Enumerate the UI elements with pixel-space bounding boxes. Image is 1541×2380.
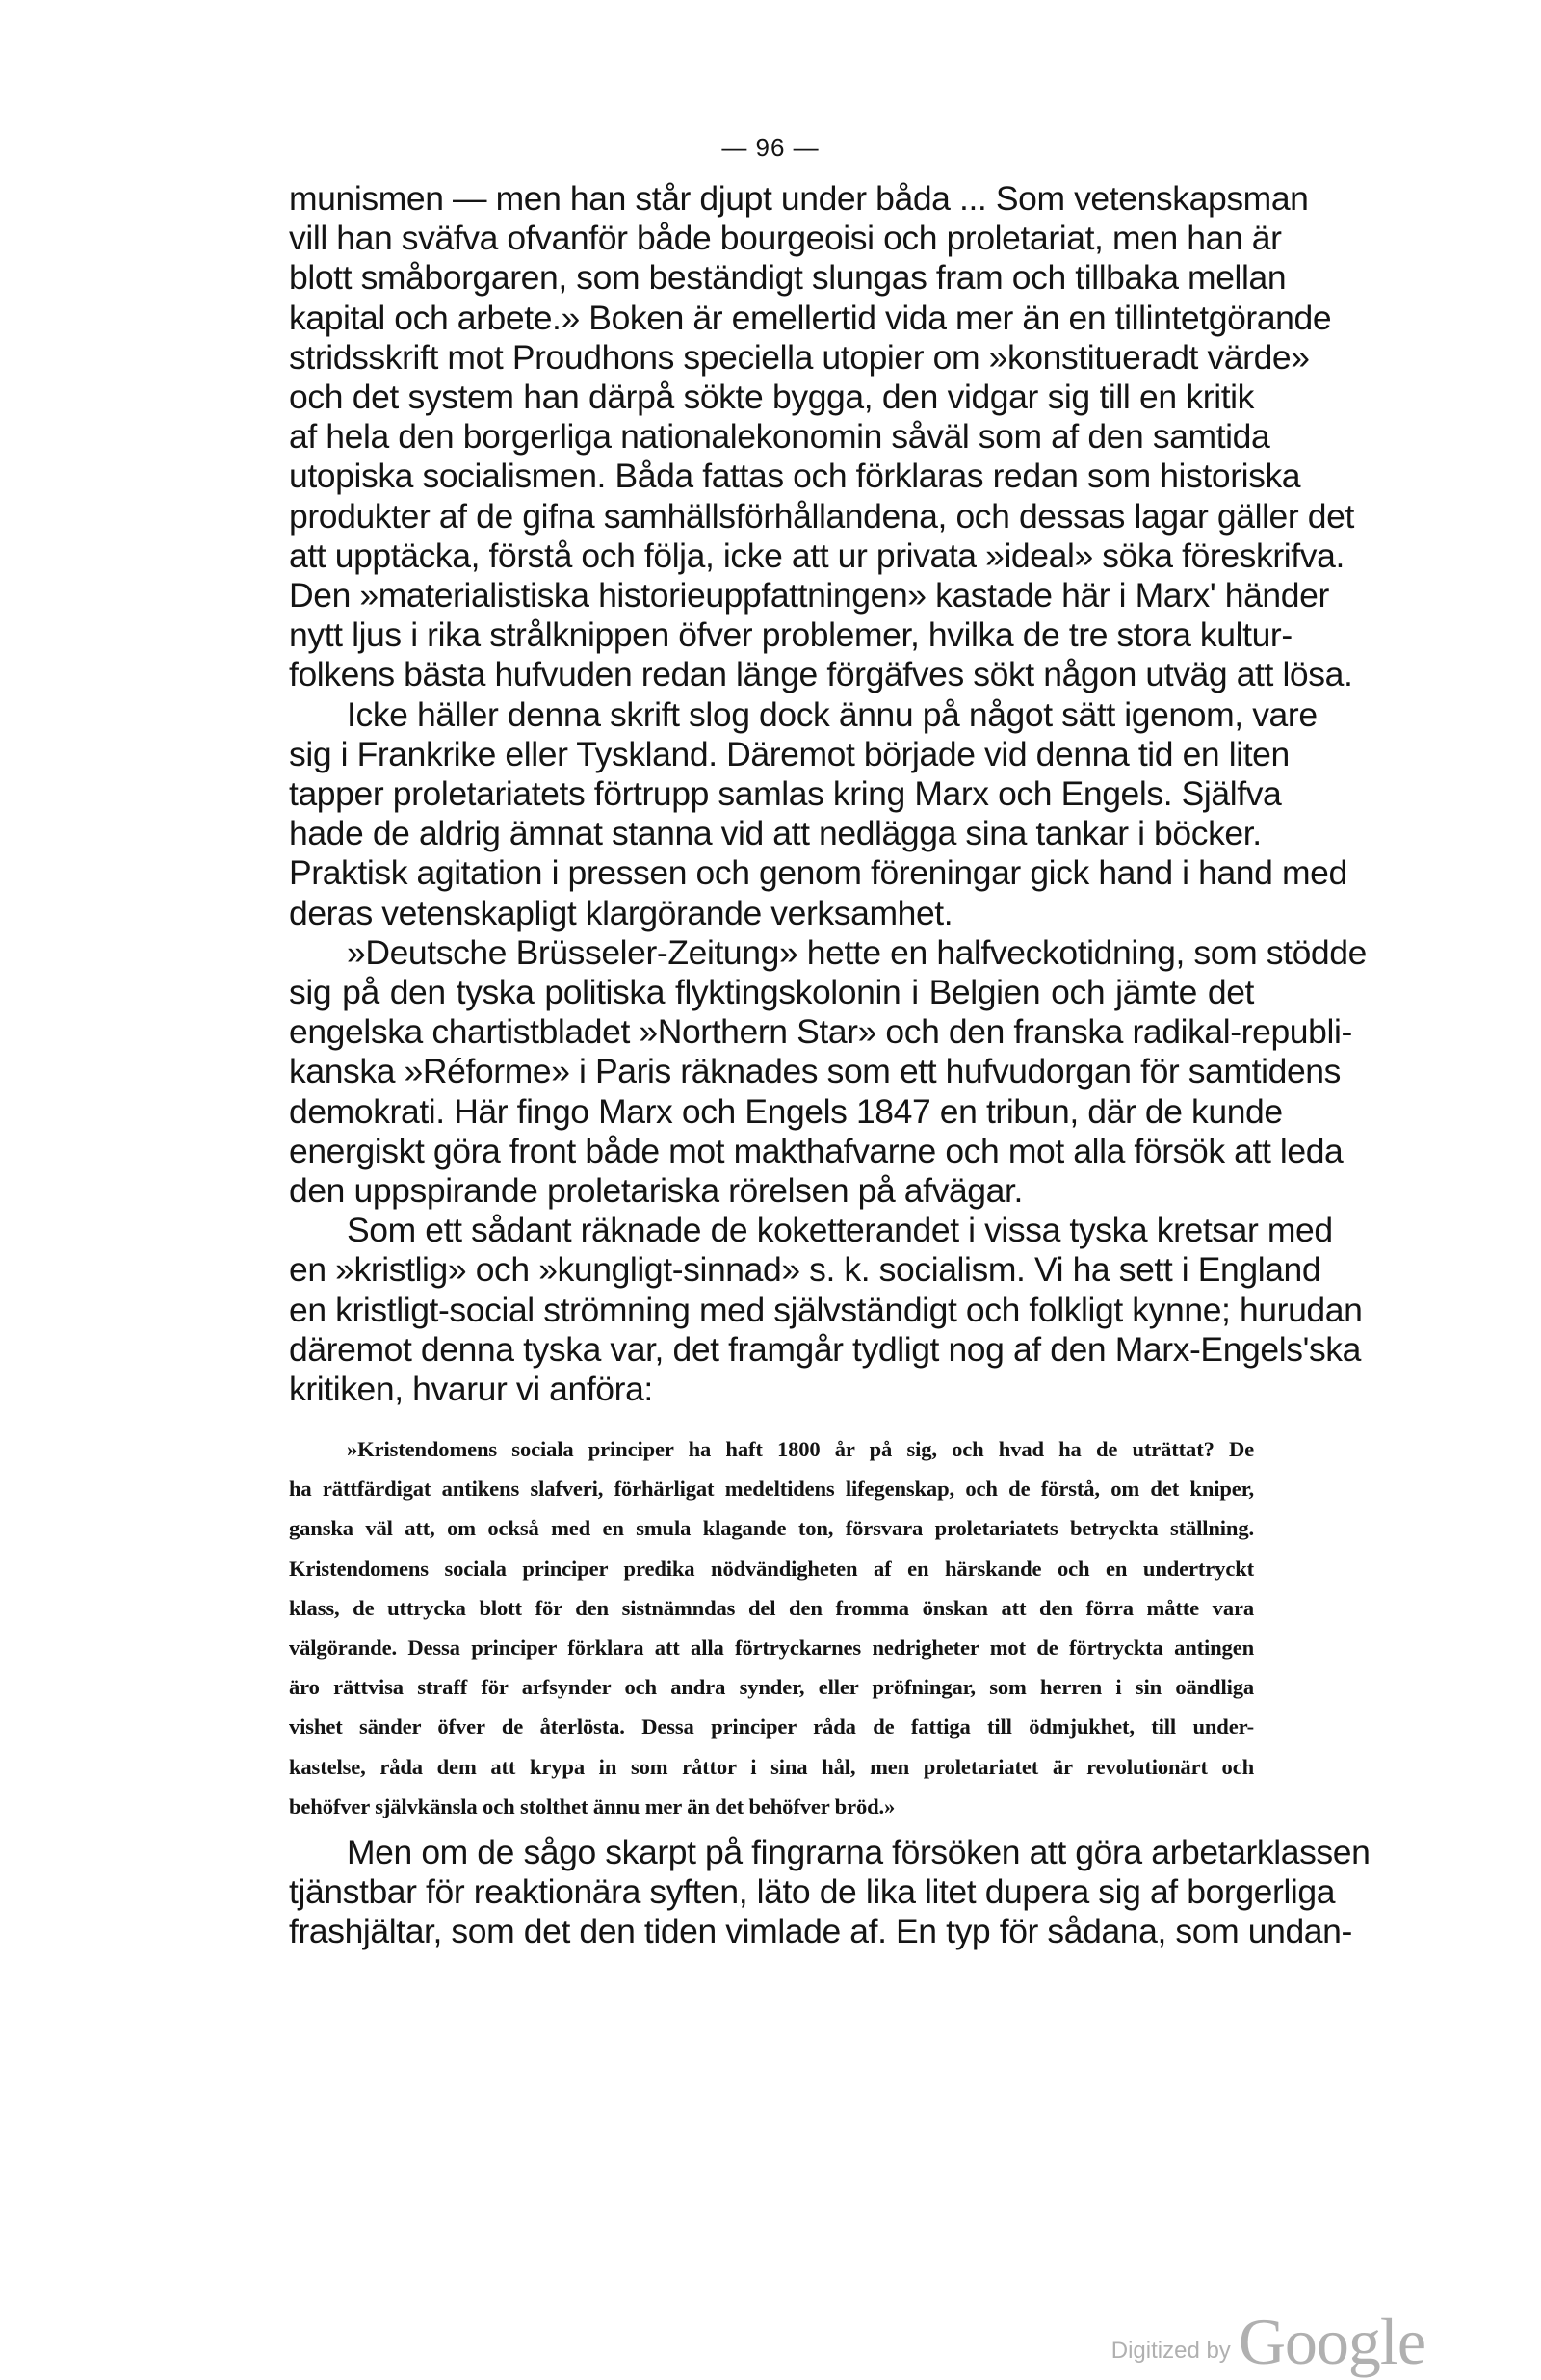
text-line: vill han sväfva ofvanför både bourgeoisi och proletariat, men han är [289,219,1282,258]
text-line: behöfver självkänsla och stolthet ännu mer än det behöfver bröd.» [289,1793,896,1818]
text-line: Men om de sågo skarpt på fingrarna försöken att göra arbetarklassen [347,1833,1371,1871]
text-line: af hela den borgerliga nationalekonomin såväl som af den samtida [289,417,1270,457]
page-number: — 96 — [721,133,820,162]
paragraph [289,694,1347,933]
block-quote [289,1429,1254,1826]
text-line: den uppspirande proletariska rörelsen på afvägar. [289,1171,1023,1211]
main-text [289,179,1367,1409]
text-line: klass, de uttrycka blott för den sistnämndas del den fromma önskan att den förra måtte vara [289,1595,1254,1620]
text-line: däremot denna tyska var, det framgår tydligt nog af den Marx-Engels'ska [289,1329,1361,1369]
text-line: en »kristlig» och »kungligt-sinnad» s. k. socialism. Vi ha sett i England [289,1250,1321,1290]
text-line: kapital och arbete.» Boken är emellertid vida mer än en tillintetgörande [289,298,1332,337]
text-line: blott småborgaren, som beständigt slungas fram och tillbaka mellan [289,258,1287,298]
text-line: att upptäcka, förstå och följa, icke att ur privata »ideal» söka föreskrifva. [289,536,1345,575]
paragraph [289,1211,1363,1409]
text-line: tjänstbar för reaktionära syften, läto de lika litet dupera sig af borgerliga [289,1872,1336,1912]
text-line: munismen — men han står djupt under båda ... Som vetenskapsman [289,179,1309,218]
text-line: vishet sänder öfver de återlösta. Dessa principer råda de fattiga till ödmjukhet, till under- [289,1714,1254,1739]
text-line: en kristligt-social strömning med självständigt och folkligt kynne; hurudan [289,1290,1363,1329]
google-logo: Google [1238,2305,1425,2378]
text-line: »Kristendomens sociala principer ha haft 1800 år på sig, och hvad ha de uträttat? De [347,1437,1254,1461]
text-line: demokrati. Här fingo Marx och Engels 1847 en tribun, där de kunde [289,1091,1283,1131]
text-line: Praktisk agitation i pressen och genom föreningar gick hand i hand med [289,853,1347,893]
text-line: kanska »Réforme» i Paris räknades som ett hufvudorgan för samtidens [289,1052,1342,1091]
text-line: energiskt göra front både mot makthafvarne och mot alla försök att leda [289,1131,1344,1170]
paragraph [289,932,1367,1211]
text-line: »Deutsche Brüsseler-Zeitung» hette en halfveckotidning, som stödde [347,932,1367,972]
text-line: kritiken, hvarur vi anföra: [289,1370,653,1409]
text-line: Som ett sådant räknade de koketterandet i vissa tyska kretsar med [347,1211,1333,1250]
text-line: äro rättvisa straff för arfsynder och andra synder, eller pröfningar, som herren i sin oändliga [289,1675,1254,1700]
text-line: och det system han därpå sökte bygga, den vidgar sig till en kritik [289,378,1254,417]
text-line: ha rättfärdigat antikens slafveri, förhärligat medeltidens lifegenskap, och de förstå, om det kniper, [289,1477,1254,1502]
text-line: kastelse, råda dem att krypa in som råttor i sina hål, men proletariatet är revolutionärt och [289,1754,1254,1779]
text-line: sig på den tyska politiska flyktingskolonin i Belgien och jämte det [289,973,1254,1012]
text-line: engelska chartistbladet »Northern Star» och den franska radikal-republi- [289,1012,1352,1052]
text-line: stridsskrift mot Proudhons speciella utopier om »konstitueradt värde» [289,337,1310,377]
closing-text [289,1833,1371,1952]
text-line: nytt ljus i rika strålknippen öfver problemer, hvilka de tre stora kultur- [289,615,1293,655]
text-line: tapper proletariatets förtrupp samlas kring Marx och Engels. Själfva [289,774,1282,814]
text-line: folkens bästa hufvuden redan länge förgäfves sökt någon utväg att lösa. [289,655,1353,694]
text-line: Den »materialistiska historieuppfattningen» kastade här i Marx' händer [289,576,1329,615]
digitized-watermark [1111,2304,1425,2380]
text-line: välgörande. Dessa principer förklara att alla förtryckarnes nedrigheter mot de förtryckta antingen [289,1635,1254,1661]
text-line: Icke häller denna skrift slog dock ännu på något sätt igenom, vare [347,694,1318,734]
text-line: ganska väl att, om också med en smula klagande ton, försvara proletariatets betryckta ställning. [289,1516,1254,1541]
paragraph [289,179,1354,695]
text-line: frashjältar, som det den tiden vimlade af. En typ för sådana, som undan- [289,1912,1352,1951]
text-line: Kristendomens sociala principer predika nödvändigheten af en härskande och en undertryckt [289,1556,1254,1581]
text-line: utopiska socialismen. Båda fattas och förklaras redan som historiska [289,457,1301,496]
text-line: produkter af de gifna samhällsförhållandena, och dessas lagar gäller det [289,496,1354,536]
text-line: hade de aldrig ämnat stanna vid att nedlägga sina tankar i böcker. [289,814,1262,853]
watermark-prefix: Digitized by [1110,2338,1231,2364]
text-line: sig i Frankrike eller Tyskland. Däremot började vid denna tid en liten [289,734,1290,773]
text-line: deras vetenskapligt klargörande verksamhet. [289,893,953,932]
